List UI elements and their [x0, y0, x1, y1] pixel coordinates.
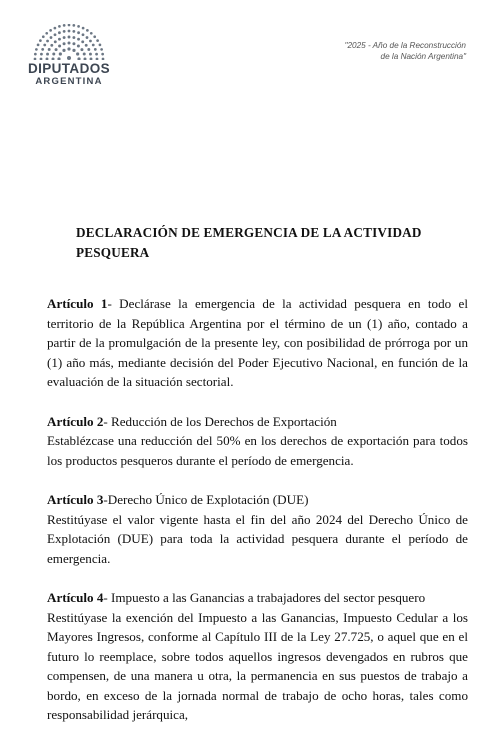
article-text: Restitúyase el valor vigente hasta el fin del año 2024 del Derecho Único de Explotación (DUE) para toda la actividad pesquera durante el período de emergencia.: [47, 511, 468, 566]
title-line-1: DECLARACIÓN DE EMERGENCIA DE LA ACTIVIDAD: [76, 225, 422, 240]
diputados-logo: [14, 24, 124, 88]
article-text: - Declárase la emergencia de la actividad pesquera en todo el territorio de la República Argentina por el término de un (1) año, contado a partir de la promulgación de la presente ley, con posibilidad de prórroga por un (1) año más, mediante decisión del Poder Ejecutivo Nacional, en función de la evaluación de la situación sectorial.: [47, 296, 468, 389]
article-label: Artículo 2: [47, 413, 104, 429]
document-title: [76, 223, 466, 263]
article-heading: - Impuesto a las Ganancias a trabajadores del sector pesquero: [103, 590, 426, 605]
year-motto: [345, 40, 466, 62]
article-text: Establézcase una reducción del 50% en los derechos de exportación para todos los productos pesqueros durante el período de emergencia.: [47, 433, 468, 468]
title-line-2: PESQUERA: [76, 245, 150, 260]
article-text: Restitúyase la exención del Impuesto a las Ganancias, Impuesto Cedular a los Mayores Ingresos, conforme al Capítulo III de la Ley 27.725, o aquel que en el futuro lo reemplace, sobre todos aquellos ingresos devengados en rubros que compensen, de una manera u otra, la permanencia en sus puestos de trabajo a bordo, en exceso de la jornada normal de trabajo de ocho horas, tales como responsabilidad jerárquica,: [47, 609, 468, 722]
article-label: Artículo 1: [47, 296, 108, 311]
logo-name: DIPUTADOS: [27, 61, 111, 76]
motto-line-1: "2025 - Año de la Reconstrucción: [344, 41, 466, 50]
congress-dome-icon: [32, 24, 106, 60]
article-heading: -Derecho Único de Explotación (DUE): [103, 492, 309, 507]
article-1: [47, 294, 468, 392]
article-4: [47, 588, 468, 725]
article-3: [47, 490, 468, 568]
articles-list: [47, 294, 468, 745]
article-2: [47, 412, 468, 471]
motto-line-2: de la Nación Argentina": [380, 52, 466, 61]
article-label: Artículo 4: [47, 590, 104, 605]
article-heading: - Reducción de los Derechos de Exportación: [103, 413, 337, 429]
page-header: [0, 0, 496, 110]
article-label: Artículo 3: [47, 492, 104, 507]
logo-country: ARGENTINA: [35, 76, 103, 87]
